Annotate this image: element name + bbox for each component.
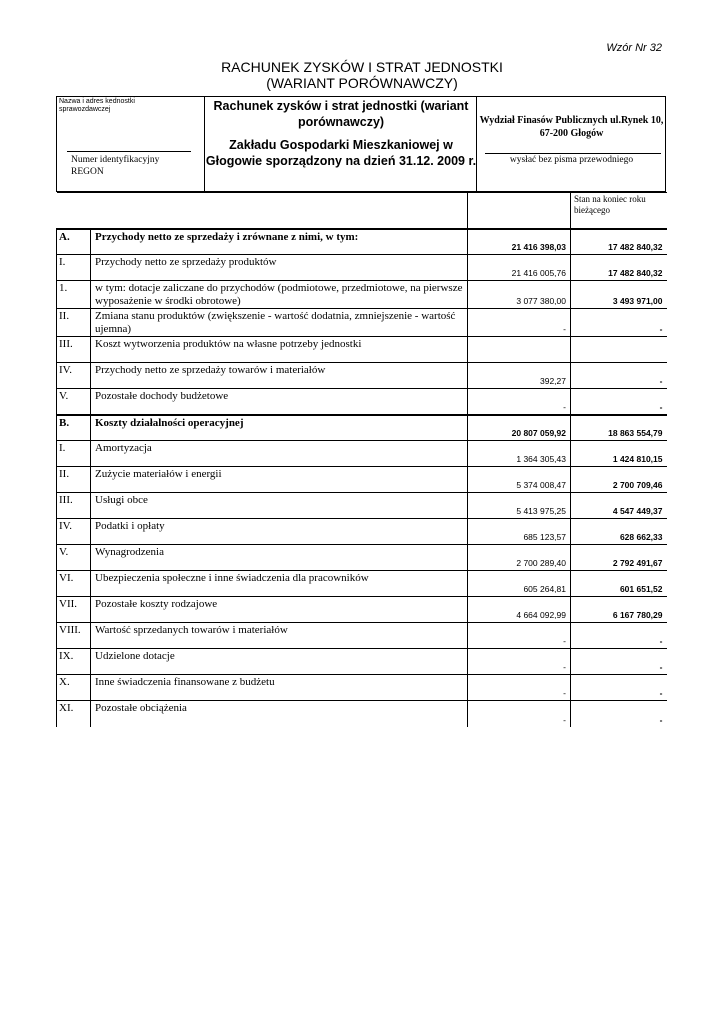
table-row [57, 519, 667, 545]
table-row [57, 571, 667, 597]
report-title: RACHUNEK ZYSKÓW I STRAT JEDNOSTKI [221, 59, 503, 75]
row-previous-value: 1 364 305,43 [468, 441, 571, 467]
table-row [57, 597, 667, 623]
row-label: Udzielone dotacje [91, 649, 468, 675]
row-code: V. [57, 389, 91, 415]
row-label: Zużycie materiałów i energii [91, 467, 468, 493]
row-code: II. [57, 309, 91, 337]
row-previous-value [468, 337, 571, 363]
row-current-value: 4 547 449,37 [571, 493, 667, 519]
row-label: Inne świadczenia finansowane z budżetu [91, 675, 468, 701]
row-current-value: 17 482 840,32 [571, 229, 667, 255]
row-current-value: 3 493 971,00 [571, 281, 667, 309]
table-row [57, 255, 667, 281]
row-previous-value: - [468, 701, 571, 727]
row-code: V. [57, 545, 91, 571]
row-label: Przychody netto ze sprzedaży towarów i materiałów [91, 363, 468, 389]
row-previous-value: - [468, 649, 571, 675]
row-label: Pozostałe dochody budżetowe [91, 389, 468, 415]
table-row [57, 415, 667, 441]
entity-name-label: Nazwa i adres kednostki sprawozdawczej [59, 98, 135, 113]
row-previous-value: 605 264,81 [468, 571, 571, 597]
regon-label: Numer identyfikacyjny REGON [71, 155, 160, 177]
row-previous-value: 21 416 398,03 [468, 229, 571, 255]
row-code: III. [57, 493, 91, 519]
row-previous-value: 2 700 289,40 [468, 545, 571, 571]
row-current-value: - [571, 675, 667, 701]
row-code: VIII. [57, 623, 91, 649]
table-row [57, 281, 667, 309]
row-label: Koszt wytworzenia produktów na własne potrzeby jednostki [91, 337, 468, 363]
row-label: Amortyzacja [91, 441, 468, 467]
row-code: VI. [57, 571, 91, 597]
row-label: Podatki i opłaty [91, 519, 468, 545]
row-label: Usługi obce [91, 493, 468, 519]
row-previous-value: 21 416 005,76 [468, 255, 571, 281]
row-code: I. [57, 441, 91, 467]
row-label: Ubezpieczenia społeczne i inne świadczenia dla pracowników [91, 571, 468, 597]
row-current-value: 6 167 780,29 [571, 597, 667, 623]
row-previous-value: 4 664 092,99 [468, 597, 571, 623]
report-subtitle: (WARIANT PORÓWNAWCZY) [266, 75, 458, 91]
table-row [57, 675, 667, 701]
row-code: VII. [57, 597, 91, 623]
row-previous-value: - [468, 309, 571, 337]
report-header-box [56, 96, 666, 192]
row-current-value: 17 482 840,32 [571, 255, 667, 281]
row-previous-value: 5 374 008,47 [468, 467, 571, 493]
row-code: III. [57, 337, 91, 363]
form-number-label: Wzór Nr 32 [606, 42, 662, 54]
document-subtitle: Zakładu Gospodarki Mieszkaniowej w Głogowie sporządzony na dzień 31.12. 2009 r. [205, 138, 477, 168]
row-current-value: - [571, 309, 667, 337]
row-previous-value: 20 807 059,92 [468, 415, 571, 441]
row-code: B. [57, 415, 91, 441]
table-row [57, 701, 667, 727]
header-previous-cell [468, 193, 571, 229]
recipient-cell [477, 97, 666, 191]
row-label: Zmiana stanu produktów (zwiększenie - wartość dodatnia, zmniejszenie - wartość ujemna) [91, 309, 468, 337]
row-code: IV. [57, 519, 91, 545]
row-current-value: 601 651,52 [571, 571, 667, 597]
row-code: X. [57, 675, 91, 701]
recipient-note: wysłać bez pisma przewodniego [509, 155, 634, 165]
row-code: IV. [57, 363, 91, 389]
table-row [57, 337, 667, 363]
row-code: IX. [57, 649, 91, 675]
table-row [57, 389, 667, 415]
table-row [57, 545, 667, 571]
header-current-cell: Stan na koniec roku bieżącego [571, 193, 667, 229]
table-row [57, 309, 667, 337]
table-row [57, 649, 667, 675]
row-current-value: - [571, 363, 667, 389]
regon-divider [67, 151, 191, 152]
row-previous-value: - [468, 623, 571, 649]
income-statement-table [56, 192, 667, 727]
document-title: Rachunek zysków i strat jednostki (wariant porównawczy) [213, 99, 469, 129]
row-current-value: 2 700 709,46 [571, 467, 667, 493]
row-previous-value: - [468, 389, 571, 415]
header-blank-cell [91, 193, 468, 229]
row-label: w tym: dotacje zaliczane do przychodów (podmiotowe, przedmiotowe, na pierwsze wyposażenie w środki obrotowe) [91, 281, 468, 309]
table-row [57, 441, 667, 467]
row-current-value: - [571, 701, 667, 727]
recipient-address: Wydział Finasów Publicznych ul.Rynek 10, 67-200 Głogów [479, 115, 664, 139]
row-current-value: 1 424 810,15 [571, 441, 667, 467]
row-previous-value: 392,27 [468, 363, 571, 389]
row-label: Wynagrodzenia [91, 545, 468, 571]
table-row [57, 467, 667, 493]
row-label: Pozostałe obciążenia [91, 701, 468, 727]
row-label: Przychody netto ze sprzedaży i zrównane z nimi, w tym: [91, 229, 468, 255]
row-label: Wartość sprzedanych towarów i materiałów [91, 623, 468, 649]
row-current-value: - [571, 623, 667, 649]
table-row [57, 363, 667, 389]
row-current-value: - [571, 389, 667, 415]
entity-info-cell [57, 97, 205, 191]
row-label: Przychody netto ze sprzedaży produktów [91, 255, 468, 281]
row-code: II. [57, 467, 91, 493]
table-header-row [57, 193, 667, 229]
row-code: I. [57, 255, 91, 281]
row-current-value: - [571, 649, 667, 675]
row-previous-value: 685 123,57 [468, 519, 571, 545]
header-blank-cell [57, 193, 91, 229]
row-previous-value: 5 413 975,25 [468, 493, 571, 519]
table-row [57, 229, 667, 255]
row-current-value: 628 662,33 [571, 519, 667, 545]
table-row [57, 623, 667, 649]
row-current-value: 2 792 491,67 [571, 545, 667, 571]
row-label: Koszty działalności operacyjnej [91, 415, 468, 441]
recipient-divider [485, 153, 661, 154]
row-current-value: 18 863 554,79 [571, 415, 667, 441]
row-code: 1. [57, 281, 91, 309]
row-code: A. [57, 229, 91, 255]
row-current-value [571, 337, 667, 363]
row-previous-value: 3 077 380,00 [468, 281, 571, 309]
row-label: Pozostałe koszty rodzajowe [91, 597, 468, 623]
document-title-cell [205, 97, 477, 191]
table-row [57, 493, 667, 519]
row-previous-value: - [468, 675, 571, 701]
row-code: XI. [57, 701, 91, 727]
